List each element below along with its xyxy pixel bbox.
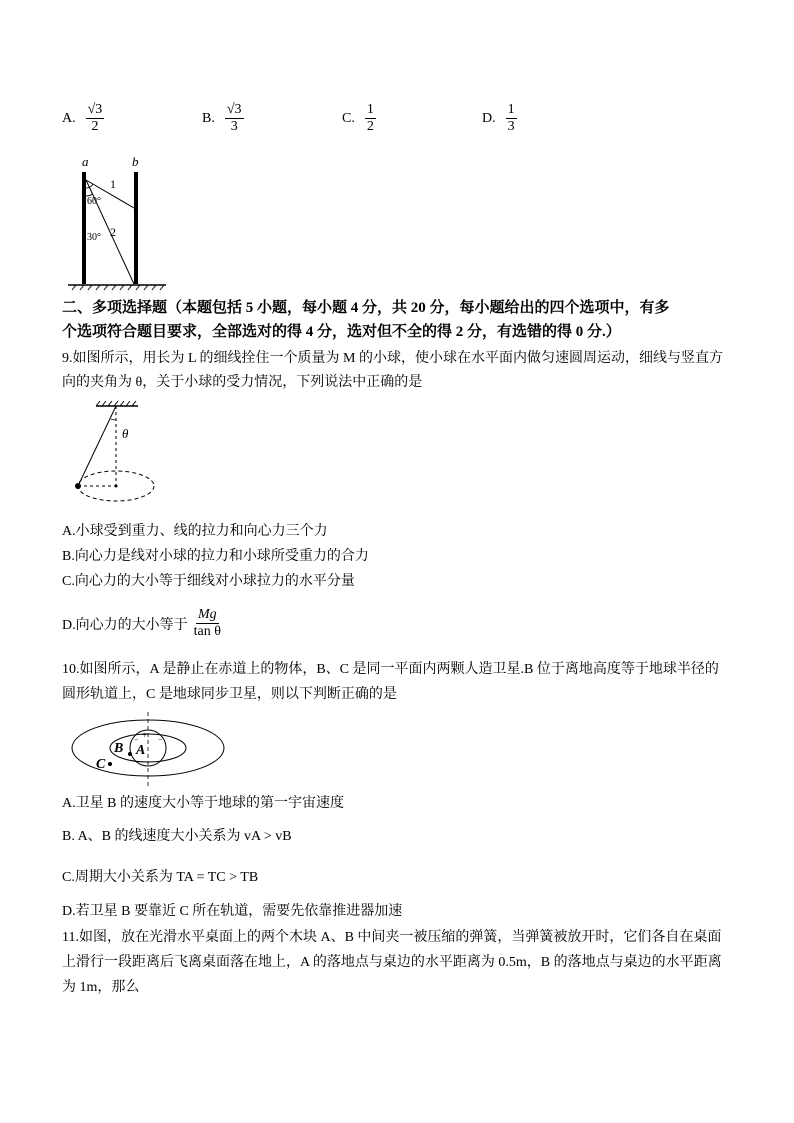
q8-option-b: B. $\frac{√3}{3}$ <box>202 102 242 134</box>
fraction: $\frac{1}{3}$ <box>507 102 515 134</box>
q8-option-d: D. $\frac{1}{3}$ <box>482 102 515 134</box>
angle-60: 60° <box>87 196 101 207</box>
fraction: $\frac{1}{2}$ <box>366 102 374 134</box>
q10-option-b: B. A、B 的线速度大小关系为 vA > vB <box>62 829 292 844</box>
fraction: $\frac{√3}{3}$ <box>226 102 242 134</box>
pole-b <box>134 172 138 284</box>
section-heading-line2: 个选项符合题目要求，全部选对的得 4 分，选对但不全的得 2 分，有选错的得 0 分.） <box>62 324 621 340</box>
q10-option-a: A.卫星 B 的速度大小等于地球的第一宇宙速度 <box>62 796 344 811</box>
q10-stem-line1: 10.如图所示，A 是静止在赤道上的物体，B、C 是同一平面内两颗人造卫星.B 位于离地高度等于地球半径的 <box>62 662 719 677</box>
section-heading-line1: 二、多项选择题（本题包括 5 小题，每小题 4 分，共 20 分，每小题给出的四个选项中，有多 <box>62 300 670 316</box>
label-b: b <box>132 154 139 169</box>
q9-figure <box>66 398 166 510</box>
q9-option-c: C.向心力的大小等于细线对小球拉力的水平分量 <box>62 574 355 589</box>
q11-stem-line3: 为 1m，那么 <box>62 980 140 995</box>
svg-text:−: − <box>134 735 139 744</box>
label-1: 1 <box>110 177 116 191</box>
pole-a <box>82 172 86 284</box>
label-a: a <box>82 154 89 169</box>
q9-option-b: B.向心力是线对小球的拉力和小球所受重力的合力 <box>62 549 369 564</box>
svg-text:−: − <box>158 735 163 744</box>
q8-option-a: A. $\frac{√3}{2}$ <box>62 102 103 134</box>
q10-option-c: C.周期大小关系为 TA = TC > TB <box>62 870 259 885</box>
q11-stem-line2: 上滑行一段距离后飞离桌面落在地上，A 的落地点与桌边的水平距离为 0.5m，B 的落地点与桌边的水平距离 <box>62 955 722 970</box>
angle-30: 30° <box>87 232 101 243</box>
q9-stem-line1: 9.如图所示，用长为 L 的细线拴住一个质量为 M 的小球，使小球在水平面内做匀速圆周运动，细线与竖直方 <box>62 351 723 366</box>
label-A: A <box>136 743 146 758</box>
theta-label: θ <box>122 426 129 441</box>
ball <box>75 483 81 489</box>
q9-option-d: D.向心力的大小等于 $\frac{Mg}{\text{tan θ}}$ <box>62 607 221 639</box>
svg-text:+: + <box>142 730 148 740</box>
q8-option-c: C. $\frac{1}{2}$ <box>342 102 374 134</box>
q10-option-d: D.若卫星 B 要靠近 C 所在轨道，需要先依靠推进器加速 <box>62 904 403 919</box>
q11-stem-line1: 11.如图，放在光滑水平桌面上的两个木块 A、B 中间夹一被压缩的弹簧，当弹簧被放开时，它们各自在桌面 <box>62 930 722 945</box>
q9-option-a: A.小球受到重力、线的拉力和向心力三个力 <box>62 524 328 539</box>
label-B: B <box>114 741 124 756</box>
label-C: C <box>96 757 106 772</box>
q8-figure <box>62 152 172 292</box>
fraction-mg-tan: $\frac{Mg}{\text{tan θ}}$ <box>193 607 221 639</box>
fraction: $\frac{√3}{2}$ <box>87 102 103 134</box>
q10-figure <box>66 710 231 790</box>
label-2: 2 <box>110 225 116 239</box>
q9-stem-line2: 向的夹角为 θ，关于小球的受力情况，下列说法中正确的是 <box>62 375 423 390</box>
string-line <box>78 406 116 486</box>
q10-stem-line2: 圆形轨道上，C 是地球同步卫星，则以下判断正确的是 <box>62 687 397 702</box>
